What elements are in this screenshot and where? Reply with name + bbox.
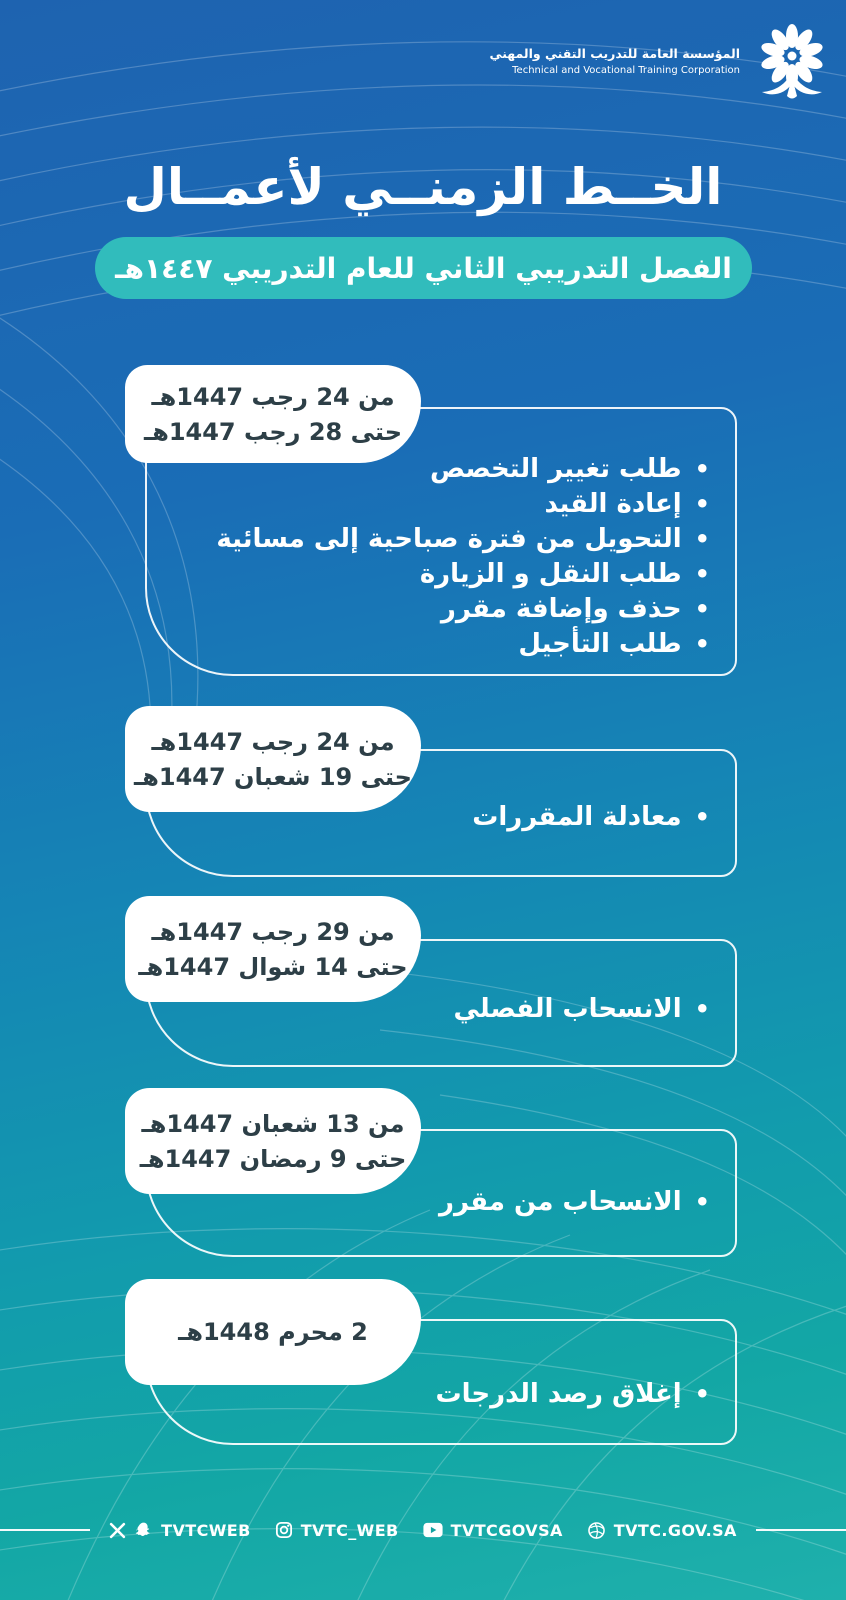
tvtc-flower-logo-icon (746, 22, 838, 108)
page-title: الخــط الزمنــي لأعمــال (123, 158, 723, 216)
date-text: من 29 رجب 1447هـ (151, 917, 395, 946)
bullet-icon: • (694, 1380, 710, 1408)
bullet-icon: • (694, 455, 710, 483)
item-label: طلب النقل و الزيارة (419, 559, 682, 589)
social-group-website (587, 1521, 737, 1540)
date-text: من 24 رجب 1447هـ (151, 382, 395, 411)
timeline-item (170, 992, 710, 1027)
social-handle: TVTCGOVSA (450, 1520, 563, 1540)
date-text: حتى 28 رجب 1447هـ (143, 417, 402, 446)
youtube-icon (423, 1522, 443, 1538)
date-text: حتى 9 رمضان 1447هـ (139, 1144, 407, 1173)
date-bubble (125, 896, 421, 1002)
bullet-icon: • (694, 525, 710, 553)
social-handle: TVTC_WEB (300, 1520, 399, 1540)
card-items (170, 992, 710, 1027)
social-group-tvtcweb (109, 1521, 251, 1540)
timeline-item (170, 1377, 710, 1412)
org-name-english: Technical and Vocational Training Corporation (512, 65, 740, 76)
bullet-icon: • (694, 1188, 710, 1216)
timeline-item (170, 1185, 710, 1220)
date-text: من 24 رجب 1447هـ (151, 727, 395, 756)
item-label: معادلة المقررات (472, 802, 682, 832)
timeline-item (170, 487, 710, 522)
timeline-item (170, 522, 710, 557)
footer-rule-left (0, 1529, 90, 1531)
item-label: التحويل من فترة صباحية إلى مسائية (216, 524, 682, 554)
item-label: طلب التأجيل (518, 629, 682, 659)
bullet-icon: • (694, 595, 710, 623)
card-items (170, 1377, 710, 1412)
subtitle-text: الفصل التدريبي الثاني للعام التدريبي ١٤٤٧هـ (115, 251, 732, 285)
timeline-item (170, 557, 710, 592)
instagram-icon (275, 1521, 293, 1539)
item-label: طلب تغيير التخصص (429, 454, 682, 484)
timeline-item (170, 627, 710, 662)
org-name-block (490, 44, 740, 78)
card-items (170, 452, 710, 662)
social-group-youtube (423, 1521, 563, 1540)
item-label: الانسحاب من مقرر (438, 1187, 682, 1217)
footer-rule-right (756, 1529, 846, 1531)
date-text: حتى 14 شوال 1447هـ (138, 952, 408, 981)
social-handle: TVTC.GOV.SA (613, 1520, 737, 1540)
timeline-item (170, 592, 710, 627)
social-handle: TVTCWEB (161, 1520, 251, 1540)
date-bubble (125, 1279, 421, 1385)
bullet-icon: • (694, 560, 710, 588)
subtitle-banner (95, 237, 752, 299)
x-icon (109, 1522, 126, 1539)
date-bubble (125, 1088, 421, 1194)
item-label: إغلاق رصد الدرجات (435, 1379, 682, 1409)
timeline-item (170, 800, 710, 835)
card-items (170, 1185, 710, 1220)
date-text: من 13 شعبان 1447هـ (141, 1109, 405, 1138)
date-bubble (125, 706, 421, 812)
date-bubble (125, 365, 421, 463)
social-group-instagram (275, 1521, 399, 1540)
date-text: 2 محرم 1448هـ (178, 1318, 368, 1346)
bullet-icon: • (694, 630, 710, 658)
card-items (170, 800, 710, 835)
footer-social-bar (0, 1506, 846, 1554)
item-label: إعادة القيد (544, 489, 682, 519)
bullet-icon: • (694, 995, 710, 1023)
snapchat-icon (134, 1521, 153, 1540)
item-label: الانسحاب الفصلي (453, 994, 682, 1024)
item-label: حذف وإضافة مقرر (440, 594, 682, 624)
globe-icon (587, 1521, 606, 1540)
timeline-item (170, 452, 710, 487)
date-text: حتى 19 شعبان 1447هـ (134, 762, 412, 791)
bullet-icon: • (694, 490, 710, 518)
org-name-arabic: المؤسسة العامة للتدريب التقني والمهني (489, 46, 740, 61)
bullet-icon: • (694, 803, 710, 831)
